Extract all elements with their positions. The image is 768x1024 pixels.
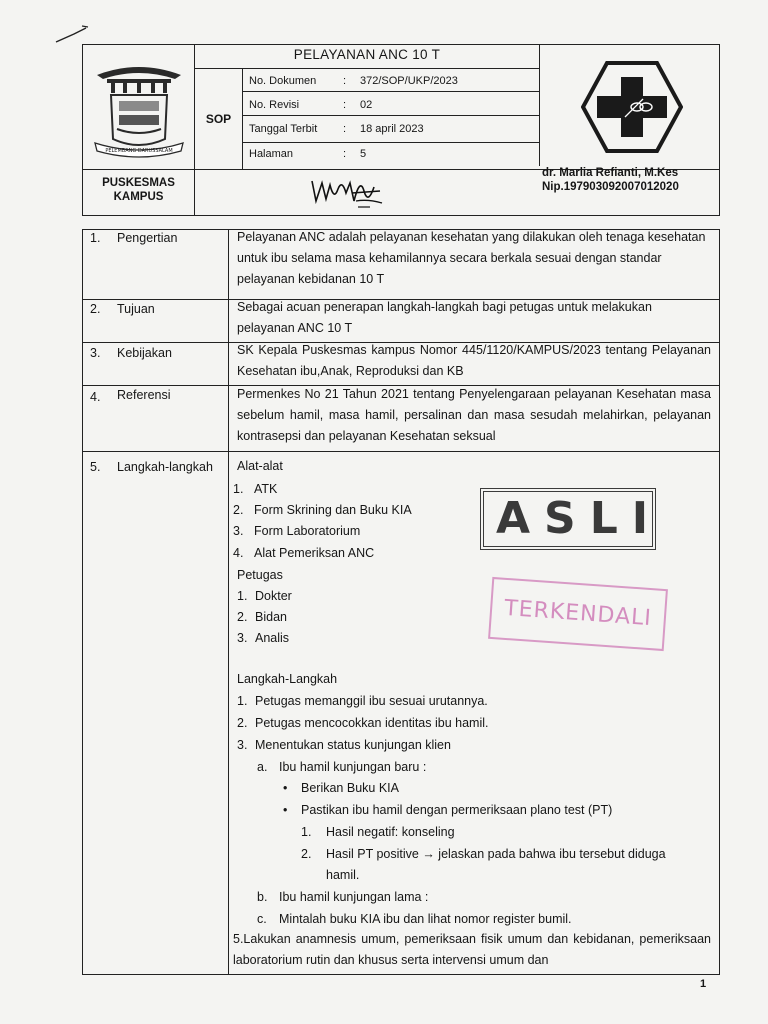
list-item: Form Skrining dan Buku KIA (254, 503, 412, 517)
sub-item-c: Mintalah buku KIA ibu dan lihat nomor register bumil. (279, 912, 572, 926)
logo-banner-text: PELEMBANG DARUSSALAM (105, 148, 173, 154)
list-item: Form Laboratorium (254, 524, 361, 538)
stamp-terkendali: TERKENDALI (488, 577, 668, 651)
document-title: PELAYANAN ANC 10 T (293, 47, 441, 62)
sop-header: PELAYANAN ANC 10 T SOP PELEMBANG DARUSSALAM PUSKESMAS KAMPUS No. Dokumen : 372/SOP/UKP/2023 No. Revisi : 02 Tanggal Terbit : 18 april 2023 Halaman : 5 dr. Marlia Refianti, M.Kes Nip.197903092007012020 (82, 44, 720, 216)
list-item: Analis (255, 631, 290, 645)
list-item: ATK (254, 482, 278, 496)
section-text-referensi: Permenkes No 21 Tahun 2021 tentang Penyelengaraan pelayanan Kesehatan masa sebelum hamil, masa hamil, persalinan dan masa sesudah melahirkan, pelayanan kontrasepsi dan pelayanan Kesehatan seksual (237, 387, 711, 443)
section-label-kebijakan: Kebijakan (117, 346, 172, 360)
page-number: 1 (700, 978, 707, 990)
list-item: Menentukan status kunjungan klien (255, 738, 451, 752)
sub-item-b: Ibu hamil kunjungan lama : (279, 890, 429, 904)
field-label-halaman: Halaman (249, 148, 294, 160)
bullet-item: Pastikan ibu hamil dengan permeriksaan plano test (PT) (301, 803, 613, 817)
pt-item: Hasil PT positive → jelaskan pada bahwa ibu tersebut diduga (326, 847, 666, 861)
sop-content-table: 1. Pengertian Pelayanan ANC adalah pelayanan kesehatan yang dilakukan oleh tenaga kesehatan untuk ibu selama masa kehamilannya secara berkala sesuai dengan standar pelayanan kebidanan 10 T 2. Tujuan Sebagai acuan penerapan langkah-langkah bagi petugas untuk melakukan pelayanan ANC 10 T 3. Kebijakan SK Kepala Puskesmas kampus Nomor 445/1120/KAMPUS/2023 tentang Pelayanan Kesehatan ibu,Anak, Reproduksi dan KB 4. Referensi Permenkes No 21 Tahun 2021 tentang Penyelengaraan pelayanan Kesehatan masa sebelum hamil, masa hamil, persalinan dan masa sesudah melahirkan, pelayanan kontrasepsi dan pelayanan Kesehatan seksual 5. Langkah-langkah Alat-alat 1. ATK 2. Form Skrining dan Buku KIA 3. Form Laboratorium 4. Alat Pemeriksan ANC Petugas 1. Dokter 2. Bidan 3. Analis Langkah-Langkah 1. Petugas memanggil ibu sesuai urutannya. 2. Petugas mencocokkan identitas ibu hamil. 3. Menentukan status kunjungan klien a. Ibu hamil kunjungan baru : • Berikan Buku KIA • Pastikan ibu hamil dengan permeriksaan plano test (PT) 1. Hasil negatif: konseling 2. Hasil PT positive → jelaskan pada bahwa ibu tersebut diduga hamil. b. Ibu hamil kunjungan lama : c. Mintalah buku KIA ibu dan lihat nomor register bumil. 5.Lakukan anamnesis umum, pemeriksaan fisik umum dan kebidanan, pemeriksaan laboratorium rutin dan khusus serta intervensi umum dan (82, 229, 720, 975)
pt-item-cont: hamil. (326, 868, 360, 882)
signatory-block (542, 166, 679, 194)
section-label-langkah: Langkah-langkah (117, 460, 213, 474)
field-label-no-dokumen: No. Dokumen (249, 75, 317, 87)
pt-item: Hasil negatif: konseling (326, 825, 455, 839)
list-item: Petugas mencocokkan identitas ibu hamil. (255, 716, 489, 730)
section-text-kebijakan: SK Kepala Puskesmas kampus Nomor 445/1120/KAMPUS/2023 tentang Pelayanan Kesehatan ibu,Anak, Reproduksi dan KB (237, 343, 711, 378)
section-text-tujuan: Sebagai acuan penerapan langkah-langkah bagi petugas untuk melakukan pelayanan ANC 10 T (237, 300, 652, 335)
petugas-title: Petugas (237, 568, 283, 582)
pen-mark (52, 24, 92, 46)
field-label-tanggal-terbit: Tanggal Terbit (249, 123, 318, 135)
field-value-no-revisi: 02 (360, 99, 373, 111)
section-label-tujuan: Tujuan (117, 302, 155, 316)
signatory-nip: Nip.197903092007012020 (542, 181, 679, 193)
list-item: Bidan (255, 610, 287, 624)
field-label-no-revisi: No. Revisi (249, 99, 300, 111)
sop-label: SOP (205, 112, 232, 126)
puskesmas-logo (581, 61, 683, 153)
field-value-halaman: 5 (360, 148, 367, 160)
list-item: Dokter (255, 589, 292, 603)
section-text-pengertian: Pelayanan ANC adalah pelayanan kesehatan yang dilakukan oleh tenaga kesehatan untuk ibu selama masa kehamilannya secara berkala sesuai dengan standar pelayanan kebidanan 10 T (237, 230, 706, 286)
city-logo (89, 53, 189, 159)
signatory-name: dr. Marlia Refianti, M.Kes (542, 167, 679, 179)
section-label-referensi: Referensi (117, 388, 171, 402)
langkah-title: Langkah-Langkah (237, 672, 338, 686)
stamp-asli: ASLI (480, 488, 656, 550)
bullet-icon: • (283, 803, 288, 817)
list-item: Alat Pemeriksan ANC (254, 546, 375, 560)
bullet-item: Berikan Buku KIA (301, 781, 399, 795)
signature (308, 171, 388, 213)
sub-item-a: Ibu hamil kunjungan baru : (279, 760, 427, 774)
field-value-tanggal-terbit: 18 april 2023 (360, 123, 424, 135)
section-label-pengertian: Pengertian (117, 231, 178, 245)
step-5-text: 5.Lakukan anamnesis umum, pemeriksaan fisik umum dan kebidanan, pemeriksaan laboratorium rutin dan khusus serta intervensi umum dan (233, 932, 711, 967)
bullet-icon: • (283, 781, 288, 795)
alat-title: Alat-alat (237, 459, 283, 473)
list-item: Petugas memanggil ibu sesuai urutannya. (255, 694, 488, 708)
org-name: PUSKESMAS KAMPUS (102, 177, 175, 203)
field-value-no-dokumen: 372/SOP/UKP/2023 (360, 75, 458, 87)
